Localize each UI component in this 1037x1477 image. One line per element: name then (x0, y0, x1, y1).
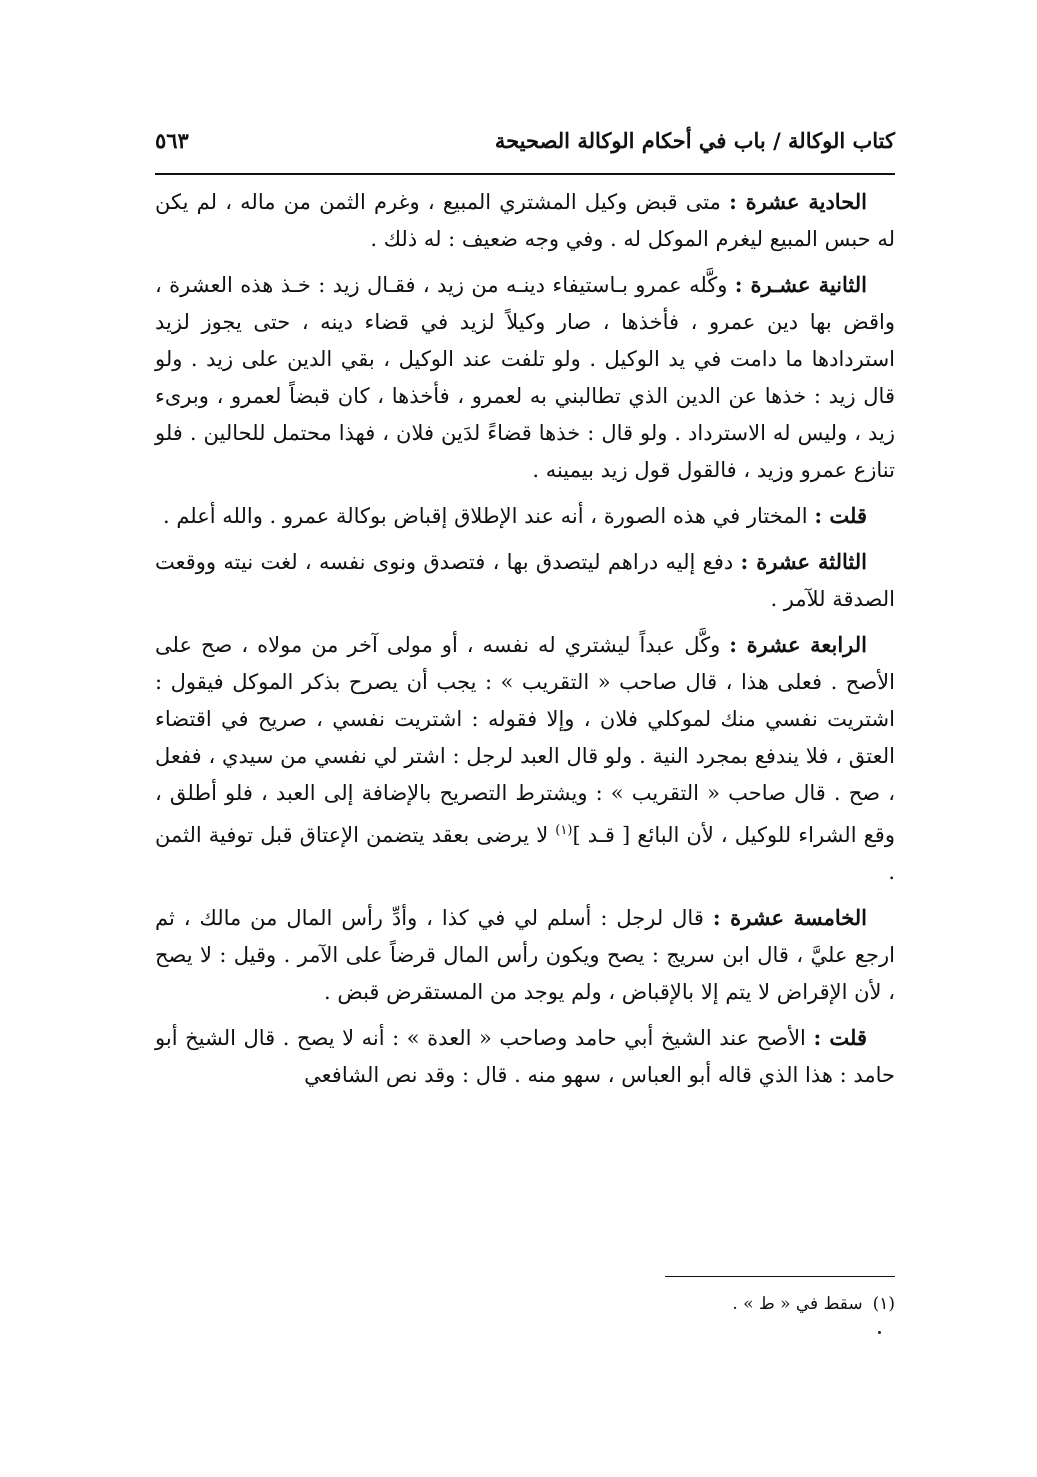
footnote-rule (665, 1276, 895, 1277)
paragraph-lead: قلت : (814, 503, 867, 528)
paragraph-fifteenth (155, 899, 895, 1011)
running-title: كتاب الوكالة / باب في أحكام الوكالة الصحيحة (494, 128, 895, 153)
paragraph-lead: الثانية عشـرة : (734, 272, 867, 297)
paragraph-thirteenth (155, 543, 895, 618)
paragraph-text: وكَّل عبداً ليشتري له نفسه ، أو مولى آخر من مولاه ، صح على الأصح . فعلى هذا ، قال صاحب « التقريب » : يجب أن يصرح بذكر الموكل فيقول : اشتريت نفسي منك لموكلي فلان ، وإلا فقوله : اشتريت نفسي ، صريح في اقتضاء العتق ، فلا يندفع بمجرد النية . ولو قال العبد لرجل : اشتر لي نفسي من سيدي ، ففعل ، صح . قال صاحب « التقريب » : ويشترط التصريح بالإضافة إلى العبد ، فلو أطلق ، وقع الشراء للوكيل ، لأن البائع [ قـد ] (155, 633, 895, 847)
paragraph-text: المختار في هذه الصورة ، أنه عند الإطلاق إقباض بوكالة عمرو . والله أعلم . (162, 504, 815, 528)
paragraph-text: قال لرجل : أسلم لي في كذا ، وأدِّ رأس المال من مالك ، ثم ارجع عليَّ ، قال ابن سريج : يصح ويكون رأس المال قرضاً على الآمر . وقيل : لا يصح ، لأن الإقراض لا يتم إلا بالإقباض ، ولم يوجد من المستقرض قبض . (155, 906, 895, 1004)
paragraph-lead: الثالثة عشرة : (740, 549, 867, 574)
footnote-number: (١) (872, 1294, 895, 1314)
header-rule (155, 173, 895, 175)
paragraph-fourteenth (155, 626, 895, 891)
paragraph-text: الأصح عند الشيخ أبي حامد وصاحب « العدة » : أنه لا يصح . قال الشيخ أبو حامد : هذا الذي قاله أبو العباس ، سهو منه . قال : وقد نص الشافعي (155, 1026, 895, 1087)
footnote-text: سقط في « ط » . (732, 1294, 863, 1314)
paragraph-text: دفع إليه دراهم ليتصدق بها ، فتصدق ونوى نفسه ، لغت نيته ووقعت الصدقة للآمر . (155, 550, 895, 611)
print-speck (878, 1331, 881, 1334)
page-header (155, 128, 895, 168)
paragraph-lead: الخامسة عشرة : (712, 905, 868, 930)
paragraph-lead: الحادية عشرة : (729, 189, 867, 214)
paragraph-lead: الرابعة عشرة : (729, 632, 867, 657)
footnote (155, 1290, 895, 1318)
footnote-marker: (١) (555, 823, 573, 838)
paragraph-lead: قلت : (813, 1025, 867, 1050)
page-number: ٥٦٣ (155, 128, 189, 153)
paragraph-twelfth (155, 266, 895, 489)
paragraph-text: وكَّله عمرو بـاستيفاء دينـه من زيد ، فقـال زيد : خـذ هذه العشرة ، واقض بها دين عمرو ، فأخذها ، صار وكيلاً لزيد في قضاء دينه ، حتى يجوز لزيد استردادها ما دامت في يد الوكيل . ولو تلفت عند الوكيل ، بقي الدين على زيد . ولو قال زيد : خذها عن الدين الذي تطالبني به لعمرو ، فأخذها ، كان قبضاً لعمرو ، وبرىء زيد ، وليس له الاسترداد . ولو قال : خذها قضاءً لدَين فلان ، فهذا محتمل للحالين . فلو تنازع عمرو وزيد ، فالقول قول زيد بيمينه . (155, 273, 895, 482)
paragraph-comment-1 (155, 497, 895, 535)
paragraph-comment-2 (155, 1019, 895, 1094)
main-text (155, 183, 895, 1102)
paragraph-text: لا يرضى بعقد يتضمن الإعتاق قبل توفية الثمن . (155, 823, 895, 884)
paragraph-text: متى قبض وكيل المشتري المبيع ، وغرم الثمن من ماله ، لم يكن له حبس المبيع ليغرم الموكل له . وفي وجه ضعيف : له ذلك . (155, 190, 895, 251)
paragraph-eleventh (155, 183, 895, 258)
